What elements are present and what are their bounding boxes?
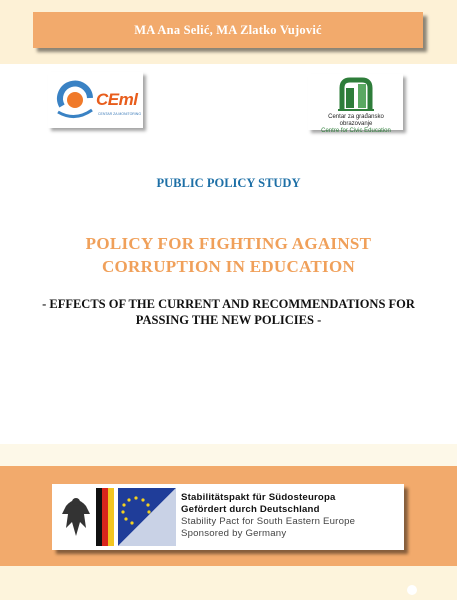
authors-text: MA Ana Selić, MA Zlatko Vujović [134,22,322,37]
cemi-logo-subtext: CENTAR ZA MONITORING [98,112,142,116]
document-subtitle: - EFFECTS OF THE CURRENT AND RECOMMENDATIONS FOR PASSING THE NEW POLICIES - [42,297,415,327]
authors-banner [33,12,423,48]
document-title: POLICY FOR FIGHTING AGAINST CORRUPTION IN EDUCATION [85,234,372,276]
sponsor-text [181,492,355,540]
cemi-logo [48,72,143,128]
sponsor-line4: Sponsored by Germany [181,528,287,539]
cgo-logo-text [312,114,400,135]
eu-stars-icon [118,484,176,550]
sponsor-line3: Stability Pact for South Eastern Europe [181,516,356,527]
german-eagle-icon [52,484,122,550]
study-label: PUBLIC POLICY STUDY [156,176,301,190]
corner-dot [407,585,417,595]
footer-strip [0,566,457,600]
cemi-logo-text: CEml [96,90,138,109]
cgo-logo [308,74,403,134]
sponsor-logo [52,484,404,550]
sponsor-line2: Gefördert durch Deutschland [181,504,320,515]
cgo-logo-line2: Centre for Civic Education [321,128,391,134]
sponsor-line1: Stabilitätspakt für Südosteuropa [181,492,336,503]
cgo-logo-line1: Centar za građansko obrazovanje [328,114,384,127]
cgo-logo-icon [308,74,403,114]
